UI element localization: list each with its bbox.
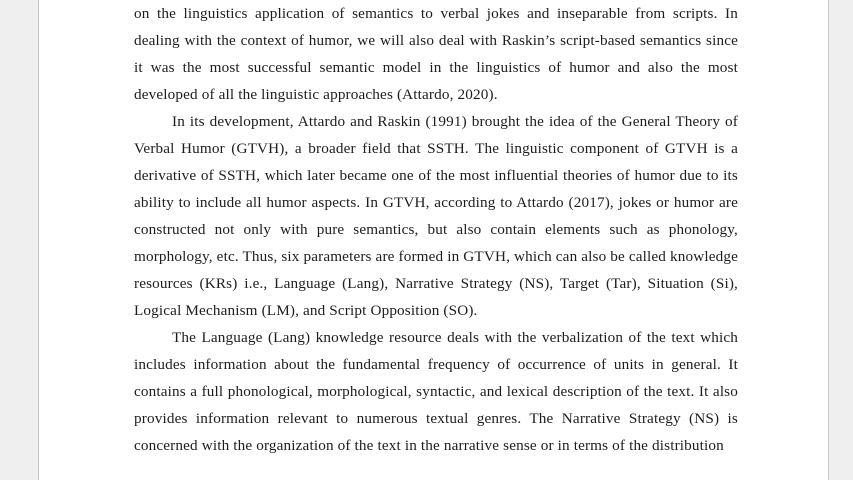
paragraph-language-knowledge-resource: The Language (Lang) knowledge resource deals with the verbalization of the text which includes information about the fundamental frequency of occurrence of units in general. It contains a full phonological, morphological, syntactic, and lexical description of the text. It also provides information relevant to numerous textual genres. The Narrative Strategy (NS) is concerned with the organization of the text in the narrative sense or in terms of the distribution [134, 329, 738, 454]
paragraph-continuation: on the linguistics application of semantics to verbal jokes and inseparable from scripts. In dealing with the context of humor, we will also deal with Raskin’s script-based semantics since it was the most successful semantic model in the linguistics of humor and also the most developed of all the linguistic approaches (Attardo, 2020). [134, 5, 738, 103]
paragraph-gtvh-introduction: In its development, Attardo and Raskin (1991) brought the idea of the General Theory of Verbal Humor (GTVH), a broader field that SSTH. The linguistic component of GTVH is a derivative of SSTH, which later became one of the most influential theories of humor due to its ability to include all humor aspects. In GTVH, according to Attardo (2017), jokes or humor are constructed not only with pure semantics, but also contain elements such as phonology, morphology, etc. Thus, six parameters are formed in GTVH, which can also be called knowledge resources (KRs) i.e., Language (Lang), Narrative Strategy (NS), Target (Tar), Situation (Si), Logical Mechanism (LM), and Script Opposition (SO). [134, 113, 739, 319]
page-text-column [134, 0, 738, 459]
document-page [38, 0, 829, 480]
